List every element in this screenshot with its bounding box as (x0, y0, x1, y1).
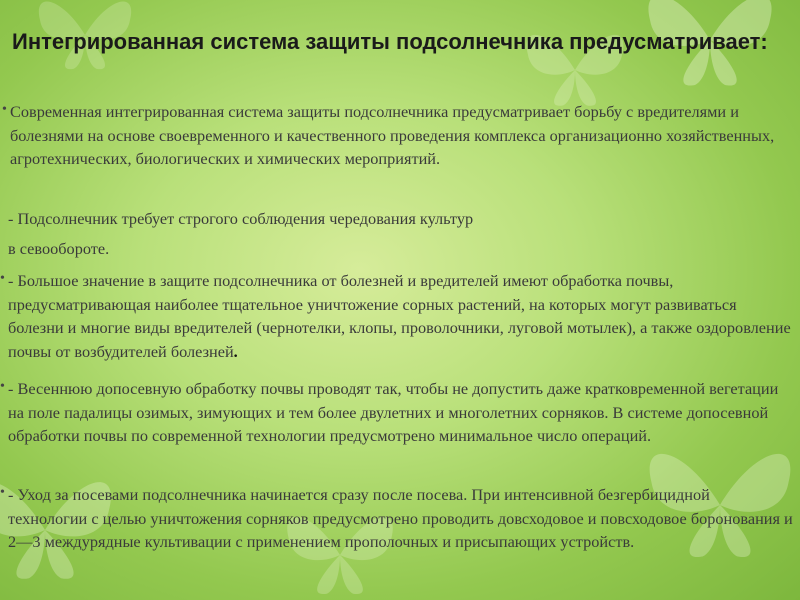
paragraph-spring-treatment: - Весеннюю допосевную обработку почвы проводят так, чтобы не допустить даже кратковременной вегетации на поле падалицы озимых, зимующих и тем более двулетних и многолетних сорняков. В системе допосевной обработки почвы по современной технологии предусмотрено минимальное число операций. (8, 379, 779, 445)
bullet-icon: • (0, 379, 5, 394)
paragraph-crop-care: - Уход за посевами подсолнечника начинается сразу после посева. При интенсивной безгербицидной технологии с целью уничтожения сорняков предусмотрено проводить довсходовое и повсходовое боронования и 2—3 междурядные культивации с применением прополочных и присыпающих устройств. (8, 485, 793, 551)
paragraph-soil-treatment (8, 269, 793, 363)
paragraph-soil-treatment-text: - Большое значение в защите подсолнечника от болезней и вредителей имеют обработка почвы, предусматривающая наиболее тщательное уничтожение сорных растений, на которых могут развиваться болезни и многие виды вредителей (чернотелки, клопы, проволочники, луговой мотылек), а также оздоровление почвы от возбудителей болезней (8, 271, 791, 361)
paragraph-rotation-cont: в севообороте. (8, 239, 110, 258)
paragraph-rotation: - Подсолнечник требует строгого соблюдения чередования культур (8, 209, 474, 228)
bullet-icon: • (0, 485, 5, 500)
slide-title: Интегрированная система защиты подсолнечника предусматривает: (12, 29, 768, 54)
bullet-icon: • (0, 271, 5, 286)
bullet-icon: • (2, 102, 7, 117)
paragraph-intro: Современная интегрированная система защиты подсолнечника предусматривает борьбу с вредителями и болезнями на основе своевременного и качественного проведения комплекса организационно хозяйственных, агротехнических, биологических и химических мероприятий. (10, 102, 775, 168)
paragraph-end-mark: . (233, 341, 238, 361)
